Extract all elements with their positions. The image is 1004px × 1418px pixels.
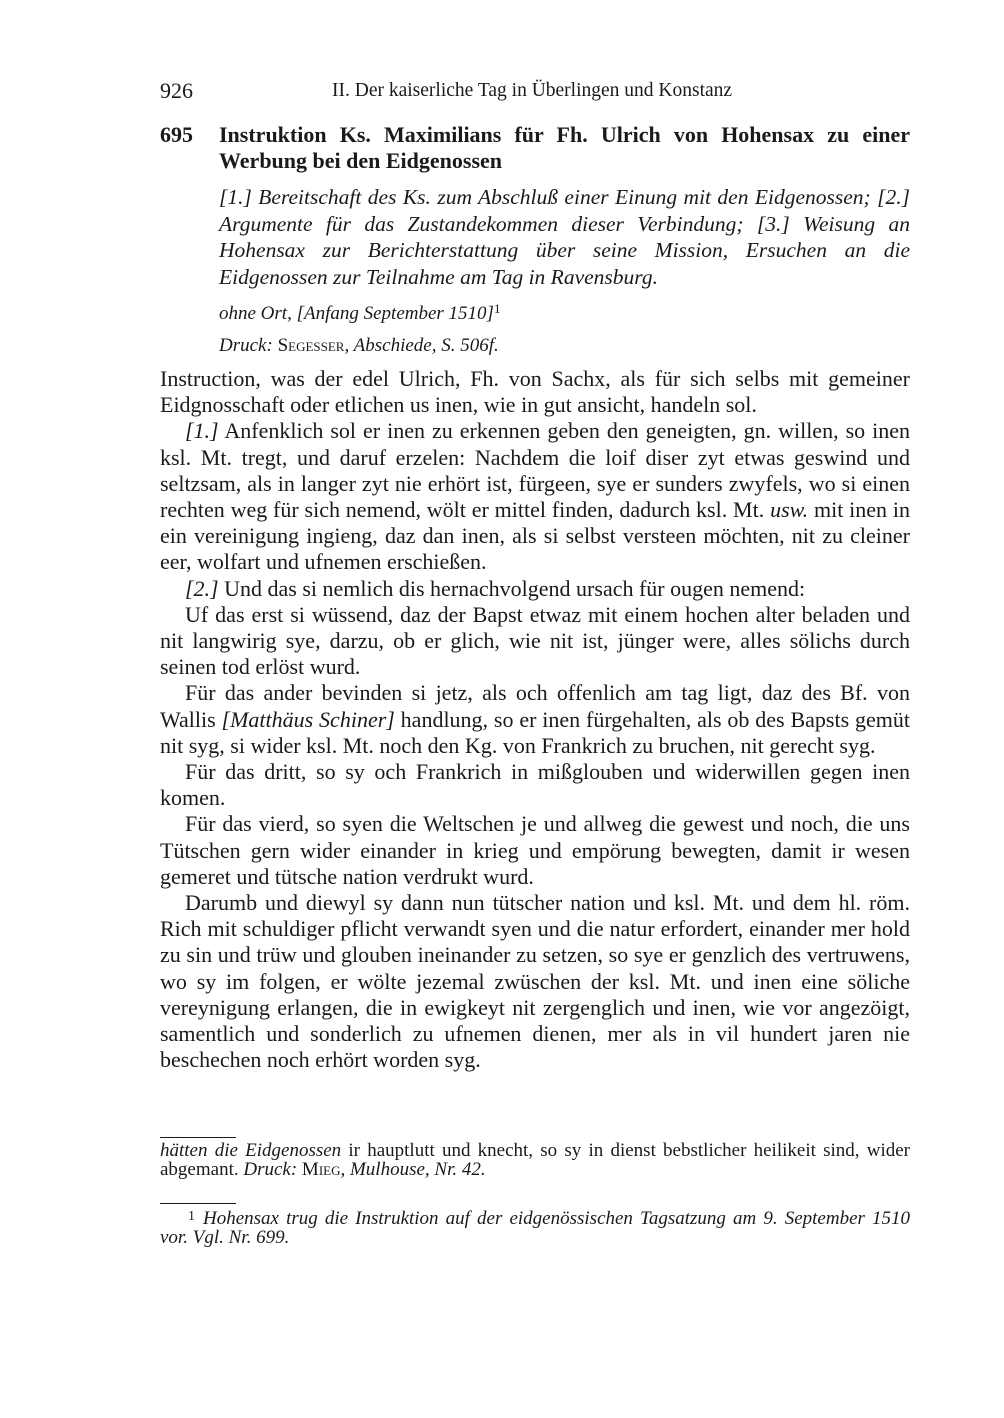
- paragraph-text: Darumb und diewyl sy dann nun tütscher nation und ksl. Mt. und dem hl. röm. Rich mit schuldiger pflicht verwandt syen und die natur erfordert, einander mer hold zu sin und trüw und glouben ineinander zu setzen, so sye er genzlich des vertruwens, wo sy im folgen, er wölte jezemal zwüschen der ksl. Mt. und inen eine söliche vereynigung erlangen, die in ewigkeyt nit zergenglich und inen, wie vor angezöigt, samentlich und sonderlich zu ufnemen dienen, mer als in vil hundert jaren nie beschechen noch erhört worden syg.: [160, 890, 910, 1073]
- footnote-rule: [160, 1137, 236, 1138]
- section-marker: [2.]: [185, 575, 219, 601]
- paragraph: [160, 366, 910, 418]
- variant-text: ir hauptlutt und knecht, so sy in dienst bebstlicher heilikeit sind, wider abgemant.: [160, 1140, 910, 1180]
- section-marker: [1.]: [185, 418, 219, 444]
- druck-author: Segesser: [277, 335, 345, 356]
- paragraph: [160, 680, 910, 759]
- druck-work: , Abschiede, S. 506f.: [344, 335, 499, 356]
- paragraph: [160, 418, 910, 575]
- regest: [1.] Bereitschaft des Ks. zum Abschluß einer Einung mit den Eidgenossen; [2.] Argumente für das Zustandekommen dieser Verbindung; [3.] Weisung an Hohensax zur Berichterstattung über seine Mission, Ersuchen an die Eidgenossen zur Teilnahme am Tag in Ravensburg.: [219, 185, 910, 289]
- paragraph-text: Anfenklich sol er inen zu erkennen geben den geneigten, gn. willen, so inen ksl. Mt. tregt, und daruf erzelen: Nachdem die loif diser zyt etwas geswind und seltzsam, als in langer zyt nie erhört ist, fürgeen, sye er sunders zwyfels, wo si einen rechten weg für sich nemend, wölt er mittel finden, dadurch ksl. Mt.: [160, 418, 910, 523]
- paragraph-text: Instruction, was der edel Ulrich, Fh. von Sachx, als für sich selbs mit gemeiner Eidgnosschaft oder etlichen us inen, wie in gut ansicht, handeln sol.: [160, 366, 910, 418]
- editorial-italic: [Matthäus Schiner]: [221, 706, 395, 732]
- footnote-text: Hohensax trug die Instruktion auf der eidgenössischen Tagsatzung am 9. September 1510 vor. Vgl. Nr. 699.: [160, 1208, 910, 1248]
- body-text: [160, 366, 910, 1073]
- footnote-ref: 1: [493, 301, 501, 316]
- paragraph-text: Und das si nemlich dis hernachvolgend ursach für ougen nemend:: [218, 575, 806, 601]
- editorial-italic: usw.: [770, 497, 809, 523]
- page: [160, 78, 910, 1073]
- paragraph-text: Für das vierd, so syen die Weltschen je und allweg die gewest und noch, die uns Tütschen gern wider einander in krieg und empörung bewegten, damit ir wesen gemeret und tütsche nation verdrukt wurd.: [160, 811, 910, 889]
- footnote-rule: [160, 1203, 236, 1204]
- paragraph: [160, 576, 910, 602]
- dating: [219, 297, 910, 326]
- druck-work: , Mulhouse, Nr. 42.: [340, 1159, 486, 1180]
- dating-text: ohne Ort, [Anfang September 1510]: [219, 303, 494, 324]
- document-title: Instruktion Ks. Maximilians für Fh. Ulrich von Hohensax zu einer Werbung bei den Eidgenossen: [219, 122, 910, 173]
- variant-lead: hätten die Eidgenossen: [160, 1140, 342, 1161]
- numbered-footnotes: [160, 1203, 910, 1247]
- running-head: [160, 78, 910, 108]
- paragraph: [160, 811, 910, 890]
- page-number: 926: [160, 78, 193, 103]
- paragraph-text: Uf das erst si wüssend, daz der Bapst etwaz mit einem hochen alter beladen und nit langwirig sye, darzu, ob er glich, wie nit ist, jünger were, alles sölichs durch seinen tod erlöst wurd.: [160, 601, 910, 680]
- druck-author: Mieg: [301, 1159, 341, 1180]
- running-title: II. Der kaiserliche Tag in Überlingen und Konstanz: [332, 80, 733, 101]
- print-reference: [219, 334, 910, 358]
- variant-footnote-text: [160, 1141, 910, 1179]
- footnote-1: [160, 1207, 910, 1247]
- paragraph: [160, 759, 910, 811]
- druck-label: Druck:: [219, 335, 273, 356]
- paragraph-text: Für das ander bevinden si jetz, als och offenlich am tag ligt, daz des Bf. von Wallis: [160, 680, 910, 732]
- paragraph: [160, 890, 910, 1073]
- footnote-number: 1: [188, 1209, 195, 1224]
- variant-footnote: [160, 1137, 910, 1179]
- document-number: 695: [160, 122, 193, 147]
- paragraph: [160, 602, 910, 681]
- paragraph-text: handlung, so er inen fürgehalten, als ob des Bapsts gemüt nit syg, si wider ksl. Mt. noch den Kg. von Frankrich zu bruchen, nit gerecht syg.: [160, 706, 910, 758]
- paragraph-text: Für das dritt, so sy och Frankrich in mißglouben und widerwillen gegen inen komen.: [160, 759, 910, 811]
- paragraph-text: mit inen in ein vereinigung ingieng, daz dan inen, als si selbst versteen möchten, nit zu cleiner eer, wolfart und ufnemen erschießen.: [160, 497, 910, 575]
- druck-label: Druck:: [243, 1159, 298, 1180]
- document-heading: [160, 122, 910, 358]
